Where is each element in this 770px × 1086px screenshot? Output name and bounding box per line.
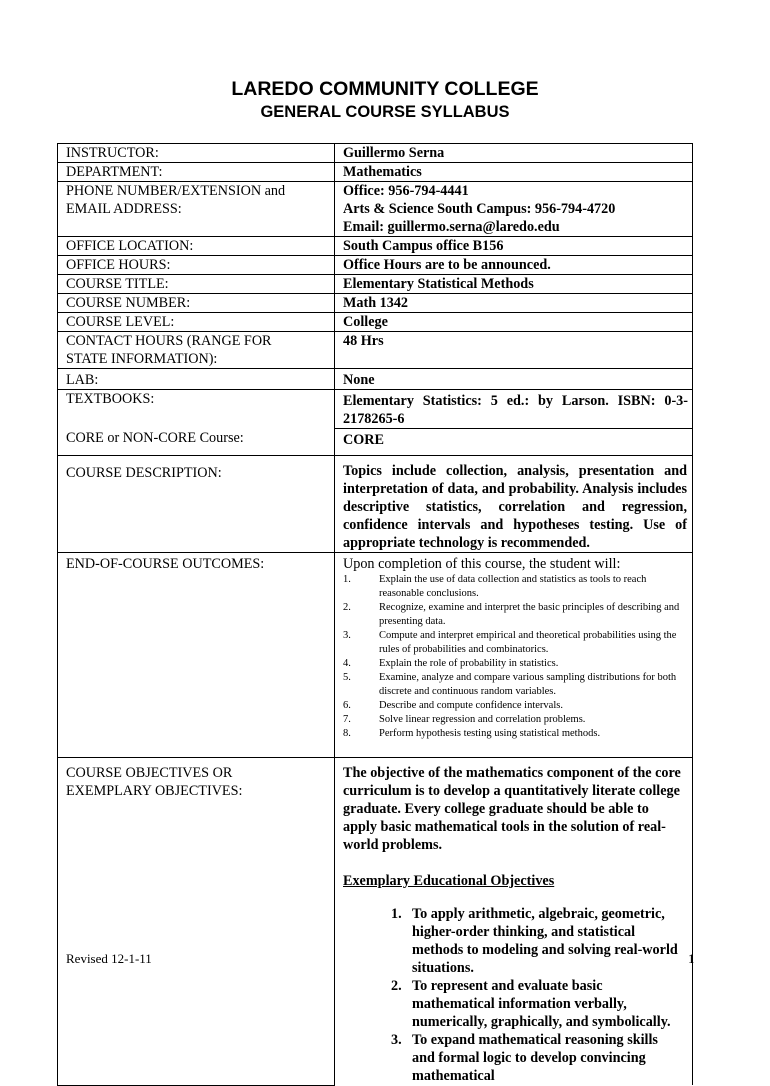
phone-value: [335, 182, 693, 237]
objective-trailing-period: .: [667, 1014, 671, 1030]
outcome-number: 4.: [343, 658, 351, 669]
row-office-location: [58, 237, 693, 256]
outcome-item: [343, 601, 688, 629]
objective-text: To apply arithmetic, algebraic, geometric, higher-order thinking, and statistical methods to modeling and solving real-world situations.: [412, 906, 678, 976]
outcome-item: [343, 699, 688, 713]
phone-label-line2: EMAIL ADDRESS:: [66, 201, 182, 217]
outcome-item: [343, 657, 688, 671]
outcome-text: Solve linear regression and correlation problems.: [379, 714, 586, 725]
office-phone: Office: 956-794-4441: [343, 183, 469, 199]
instructor-label: INSTRUCTOR:: [58, 144, 335, 163]
outcome-number: 7.: [343, 714, 351, 725]
row-course-level: [58, 313, 693, 332]
outcome-number: 2.: [343, 602, 351, 613]
row-textbooks: [58, 390, 693, 429]
course-title-label: COURSE TITLE:: [58, 275, 335, 294]
row-outcomes: [58, 553, 693, 758]
course-number-value: Math 1342: [335, 294, 693, 313]
objective-item: [343, 905, 684, 977]
outcome-number: 3.: [343, 630, 351, 641]
objective-item: [343, 1031, 684, 1085]
office-hours-value: Office Hours are to be announced.: [335, 256, 693, 275]
row-core: [58, 429, 693, 456]
office-location-value: South Campus office B156: [335, 237, 693, 256]
instructor-value: Guillermo Serna: [335, 144, 693, 163]
row-office-hours: [58, 256, 693, 275]
college-name: LAREDO COMMUNITY COLLEGE: [231, 78, 539, 100]
outcome-text: Describe and compute confidence intervals.: [379, 700, 563, 711]
description-label: COURSE DESCRIPTION:: [58, 456, 335, 553]
outcomes-label: END-OF-COURSE OUTCOMES:: [58, 553, 335, 758]
outcome-number: 6.: [343, 700, 351, 711]
contact-hours-label: [58, 332, 335, 369]
outcome-text: Examine, analyze and compare various sampling distributions for both discrete and continuous random variables.: [379, 672, 677, 697]
objective-text: To expand mathematical reasoning skills and formal logic to develop convincing mathematical: [412, 1032, 658, 1084]
email-address: Email: guillermo.serna@laredo.edu: [343, 219, 560, 235]
outcome-item: [343, 629, 688, 657]
outcome-text: Explain the role of probability in statistics.: [379, 658, 559, 669]
objectives-label: [58, 758, 335, 1086]
outcome-number: 8.: [343, 728, 351, 739]
outcomes-cell: [335, 553, 693, 758]
department-value: Mathematics: [335, 163, 693, 182]
objectives-label-line1: COURSE OBJECTIVES OR: [66, 765, 233, 781]
course-number-label: COURSE NUMBER:: [58, 294, 335, 313]
row-lab: [58, 369, 693, 390]
course-level-label: COURSE LEVEL:: [58, 313, 335, 332]
revision-date: Revised 12-1-11: [66, 951, 152, 966]
objective-text: To represent and evaluate basic mathematical information verbally, numerically, graphically, and symbolically: [412, 978, 668, 1030]
phone-label-line1: PHONE NUMBER/EXTENSION and: [66, 183, 286, 199]
core-value: CORE: [335, 429, 693, 456]
contact-hours-label-line1: CONTACT HOURS (RANGE FOR: [66, 333, 272, 349]
syllabus-table: [57, 143, 693, 1086]
outcome-number: 5.: [343, 672, 351, 683]
course-title-value: Elementary Statistical Methods: [335, 275, 693, 294]
row-objectives: [58, 758, 693, 1086]
row-description: [58, 456, 693, 553]
objective-number: 3.: [391, 1032, 402, 1048]
exemplary-objectives-list: [343, 905, 684, 1085]
outcome-item: [343, 727, 688, 741]
row-course-number: [58, 294, 693, 313]
outcome-item: [343, 573, 688, 601]
office-hours-label: OFFICE HOURS:: [58, 256, 335, 275]
outcome-item: [343, 671, 688, 699]
office-location-label: OFFICE LOCATION:: [58, 237, 335, 256]
outcomes-list: [343, 573, 688, 741]
outcome-number: 1.: [343, 574, 351, 585]
south-campus-phone: Arts & Science South Campus: 956-794-4720: [343, 201, 616, 217]
department-label: DEPARTMENT:: [58, 163, 335, 182]
textbooks-label: TEXTBOOKS:: [58, 390, 335, 429]
row-phone: [58, 182, 693, 237]
outcome-text: Explain the use of data collection and statistics as tools to reach reasonable conclusions.: [379, 574, 647, 599]
outcome-item: [343, 713, 688, 727]
contact-hours-label-line2: STATE INFORMATION):: [66, 351, 218, 367]
description-text: Topics include collection, analysis, presentation and interpretation of data, and probability. Analysis includes descriptive statistics, correlation and regression, confidence intervals and hypotheses testing. Use of appropriate technology is recommended.: [335, 456, 693, 553]
outcome-text: Compute and interpret empirical and theoretical probabilities using the rules of probabilities and combinatorics.: [379, 630, 677, 655]
objectives-intro: The objective of the mathematics component of the core curriculum is to develop a quantitatively literate college graduate. Every college graduate should be able to apply basic mathematical tools in the solution of real-world problems.: [343, 765, 681, 853]
document-title: GENERAL COURSE SYLLABUS: [260, 103, 510, 121]
row-instructor: [58, 144, 693, 163]
row-course-title: [58, 275, 693, 294]
lab-label: LAB:: [58, 369, 335, 390]
objective-number: 1.: [391, 906, 402, 922]
outcome-text: Perform hypothesis testing using statistical methods.: [379, 728, 601, 739]
exemplary-objectives-heading: Exemplary Educational Objectives: [343, 873, 555, 889]
objective-number: 2.: [391, 978, 402, 994]
row-department: [58, 163, 693, 182]
page-number: 1: [688, 951, 695, 966]
lab-value: None: [335, 369, 693, 390]
textbooks-value: Elementary Statistics: 5 ed.: by Larson. ISBN: 0-3-2178265-6: [335, 390, 693, 429]
course-level-value: College: [335, 313, 693, 332]
objectives-label-line2: EXEMPLARY OBJECTIVES:: [66, 783, 243, 799]
outcomes-intro: Upon completion of this course, the student will:: [343, 556, 621, 572]
outcome-text: Recognize, examine and interpret the basic principles of describing and presenting data.: [379, 602, 680, 627]
phone-label: [58, 182, 335, 237]
objective-item: [343, 977, 684, 1031]
objectives-cell: [335, 758, 693, 1086]
contact-hours-value: 48 Hrs: [335, 332, 693, 369]
row-contact-hours: [58, 332, 693, 369]
core-label: CORE or NON-CORE Course:: [58, 429, 335, 456]
